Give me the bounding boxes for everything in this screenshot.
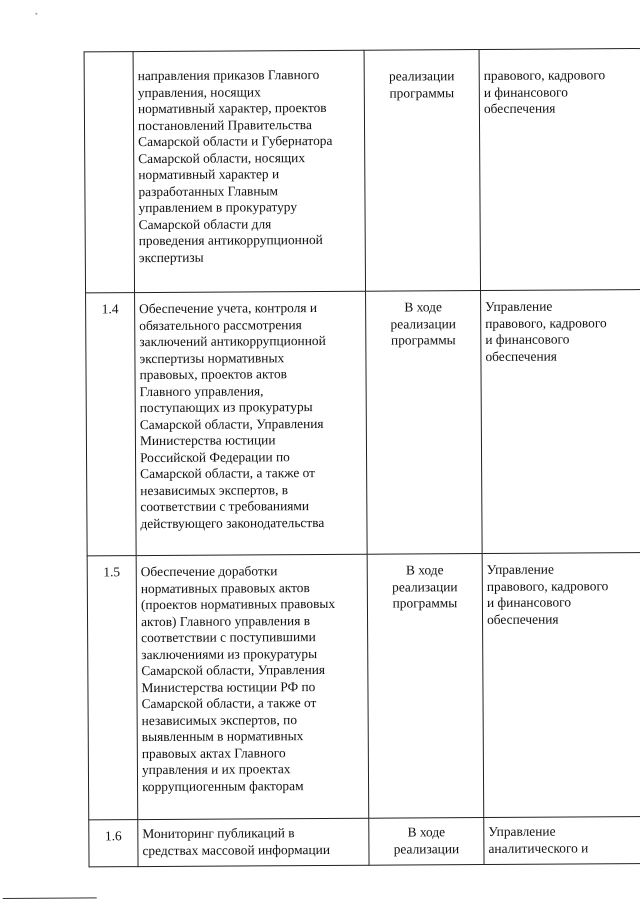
responsible-unit: правового, кадрового и финансового обеспечения [479,49,640,291]
scan-speck [35,13,37,15]
responsible-unit: Управление аналитического и [484,816,640,864]
table-row [84,49,640,293]
execution-term: реализации программы [364,50,480,292]
responsible-unit: Управление правового, кадрового и финансового обеспечения [481,290,640,554]
measure-description: Обеспечение учета, контроля и обязательного рассмотрения заключений антикоррупционной экспертизы нормативных правовых, проектов актов Главного управления, поступающих из прокуратуры Самарской области, Управления Министерства юстиции Российской Федерации по Самарской области, а также от независимых экспертов, в соответствии с требованиями действующего законодательства [135,291,368,555]
measure-description: Мониторинг публикаций в средствах массовой информации [138,818,369,866]
bottom-rule-divider [3,897,97,899]
execution-term: В ходе реализации программы [366,291,483,555]
table-row [89,816,640,866]
responsible-unit: Управление правового, кадрового и финансового обеспечения [482,553,640,818]
execution-term: В ходе реализации [369,818,484,866]
row-number: 1.6 [89,820,138,867]
row-number: 1.5 [87,556,138,820]
measure-description: Обеспечение доработки нормативных правовых актов (проектов нормативных правовых актов) Главного управления в соответствии с поступившими заключениями из прокуратуры Самарской области, Управления Министерства юстиции РФ по Самарской области, а также от независимых экспертов, по выявленным в нормативных правовых актах Главного управления и их проектах коррупциогенным факторам [136,554,369,819]
execution-term: В ходе реализации программы [367,554,484,819]
table-row [86,290,640,556]
measures-table [84,48,640,867]
row-number [84,52,134,293]
measure-description: направления приказов Главного управления, носящих нормативный характер, проектов постановлений Правительства Самарской области и Губернатора Самарской области, носящих нормативный характер и разработанных Главным управлением в прокуратуру Самарской области для проведения антикоррупционной экспертизы [133,50,365,292]
row-number: 1.4 [86,293,137,556]
table-row [87,553,640,820]
